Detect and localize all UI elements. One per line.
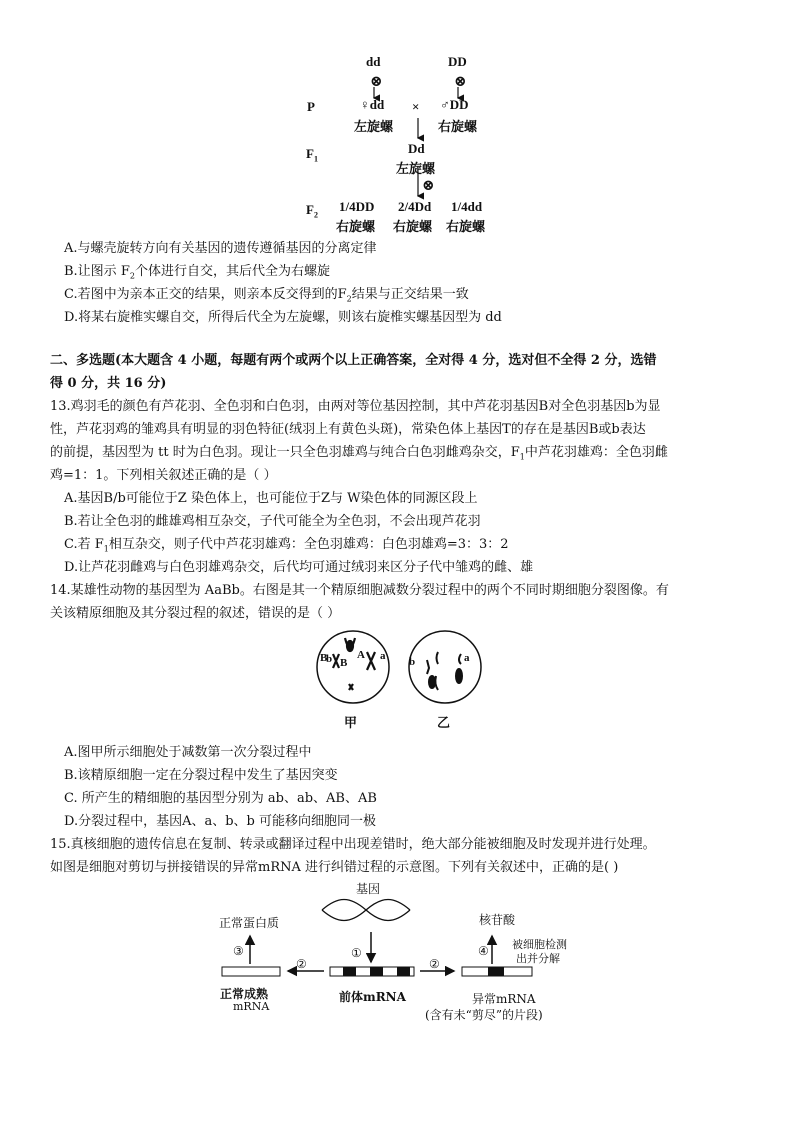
q13-option-b: B.若让全色羽的雌雄鸡相互杂交，子代可能全为全色羽，不会出现芦花羽 [64,514,481,529]
q13-stem: 性，芦花羽鸡的雏鸡具有明显的羽色特征(绒羽上有黄色头斑)，常染色体上基因T的存在是基因B或b表达 [50,422,646,437]
gene-label: a [464,652,470,664]
q14-stem: 14.某雄性动物的基因型为 AaBb。右图是其一个精原细胞减数分裂过程中的两个不同时期细胞分裂图像。有 [50,583,669,598]
label-P: P [307,99,315,114]
q15-stem: 15.真核细胞的遗传信息在复制、转录或翻译过程中出现差错时，绝大部分能被细胞及时发现并进行处理。 [50,837,656,852]
male-DD: ♂DD [440,97,469,112]
gene-label: a [380,650,386,662]
F2-phenotype-3: 右旋螺 [446,219,486,234]
mature-mrna-label: mRNA [233,1000,270,1013]
left-spiral-label: 左旋螺 [354,119,394,134]
q14-stem: 关该精原细胞及其分裂过程的叙述，错误的是（ ） [50,606,341,621]
gene-label: b [326,653,333,665]
parent-dd-top: dd [366,54,381,69]
F2-genotype-1: 1/4DD [339,199,375,214]
decomposed-label: 出并分解 [516,952,560,965]
section-heading: 二、多选题(本大题含 4 小题，每题有两个或两个以上正确答案，全对得 4 分，选对但不全得 2 分，选错 [50,353,657,368]
step-2-left: ② [296,957,307,971]
q13-option-a: A.基因B/b可能位于Z 染色体上，也可能位于Z与 W染色体的同源区段上 [64,491,478,506]
abnormal-mrna-label: 异常mRNA [472,992,536,1006]
q14-option-a: A.图甲所示细胞处于减数第一次分裂过程中 [64,745,312,760]
cross-sign: × [412,99,420,114]
q13-option-c: C.若 $F_1$相互杂交，则子代中芦花羽雄鸡：全色羽雄鸡：白色羽雄鸡=3：3：2 [64,537,509,554]
q12-option-b: B.让图示 $F_2$个体进行自交，其后代全为右螺旋 [64,264,330,281]
cell-label-yi: 乙 [437,715,451,730]
gene-label: A [357,649,365,661]
F2-phenotype-2: 右旋螺 [393,219,433,234]
F2-genotype-2: 2/4Dd [398,199,432,214]
parent-DD-top: DD [448,54,467,69]
detected-label: 被细胞检测 [512,938,567,951]
q14-option-c: C. 所产生的精细胞的基因型分别为 ab、ab、AB、AB [64,791,377,806]
q14-option-d: D.分裂过程中，基因A、a、b、b 可能移向细胞同一极 [64,814,377,829]
cell-diagrams [305,624,495,724]
F1-genotype: Dd [408,141,425,156]
gene-label: b [409,656,416,668]
abnormal-mrna-note: (含有未“剪尽”的片段) [425,1008,543,1022]
mature-mrna-label: 正常成熟 [220,987,269,1001]
cross-arrows [0,0,793,240]
gene-label: B [340,657,348,669]
label-F1: $F_1$ [306,146,318,164]
F1-phenotype: 左旋螺 [396,161,436,176]
label-F2: $F_2$ [306,202,318,220]
normal-protein-label: 正常蛋白质 [219,916,280,930]
selfing-symbol: ⊗ [454,74,467,90]
selfing-symbol: ⊗ [370,74,383,90]
female-dd: ♀dd [360,97,385,112]
q12-option-c: C.若图中为亲本正交的结果，则亲本反交得到的$F_2$结果与正交结果一致 [64,287,469,304]
cell-label-jia: 甲 [344,715,358,730]
step-2-right: ② [429,957,440,971]
precursor-mrna-label: 前体mRNA [339,990,406,1004]
q14-option-b: B.该精原细胞一定在分裂过程中发生了基因突变 [64,768,338,783]
gene-label: B [320,652,328,664]
nucleotide-label: 核苷酸 [479,913,516,927]
q13-stem: 13.鸡羽毛的颜色有芦花羽、全色羽和白色羽，由两对等位基因控制，其中芦花羽基因B对全色羽基因b为显 [50,399,661,414]
q13-stem: 鸡=1：1。下列相关叙述正确的是（ ） [50,468,277,483]
right-spiral-label: 右旋螺 [438,119,478,134]
gene-label: 基因 [356,882,381,896]
q13-option-d: D.让芦花羽雌鸡与白色羽雄鸡杂交，后代均可通过绒羽来区分子代中雏鸡的雌、雄 [64,560,534,575]
q15-stem: 如图是细胞对剪切与拼接错误的异常mRNA 进行纠错过程的示意图。下列有关叙述中，正确的是( ) [50,860,619,875]
F2-genotype-3: 1/4dd [451,199,483,214]
step-1: ① [351,946,362,960]
section-heading-cont: 得 0 分，共 16 分) [50,376,167,391]
q12-option-d: D.将某右旋椎实螺自交，所得后代全为左旋螺，则该右旋椎实螺基因型为 dd [64,310,502,325]
F2-phenotype-1: 右旋螺 [336,219,376,234]
step-3: ③ [233,944,244,958]
q12-option-a: A.与螺壳旋转方向有关基因的遗传遵循基因的分离定律 [64,241,377,256]
selfing-symbol: ⊗ [422,178,435,194]
q13-stem: 的前提，基因型为 tt 时为白色羽。现让一只全色羽雄鸡与纯合白色羽雌鸡杂交，$F_1$中芦花羽雄鸡：全色羽雌 [50,445,668,462]
step-4: ④ [478,944,489,958]
